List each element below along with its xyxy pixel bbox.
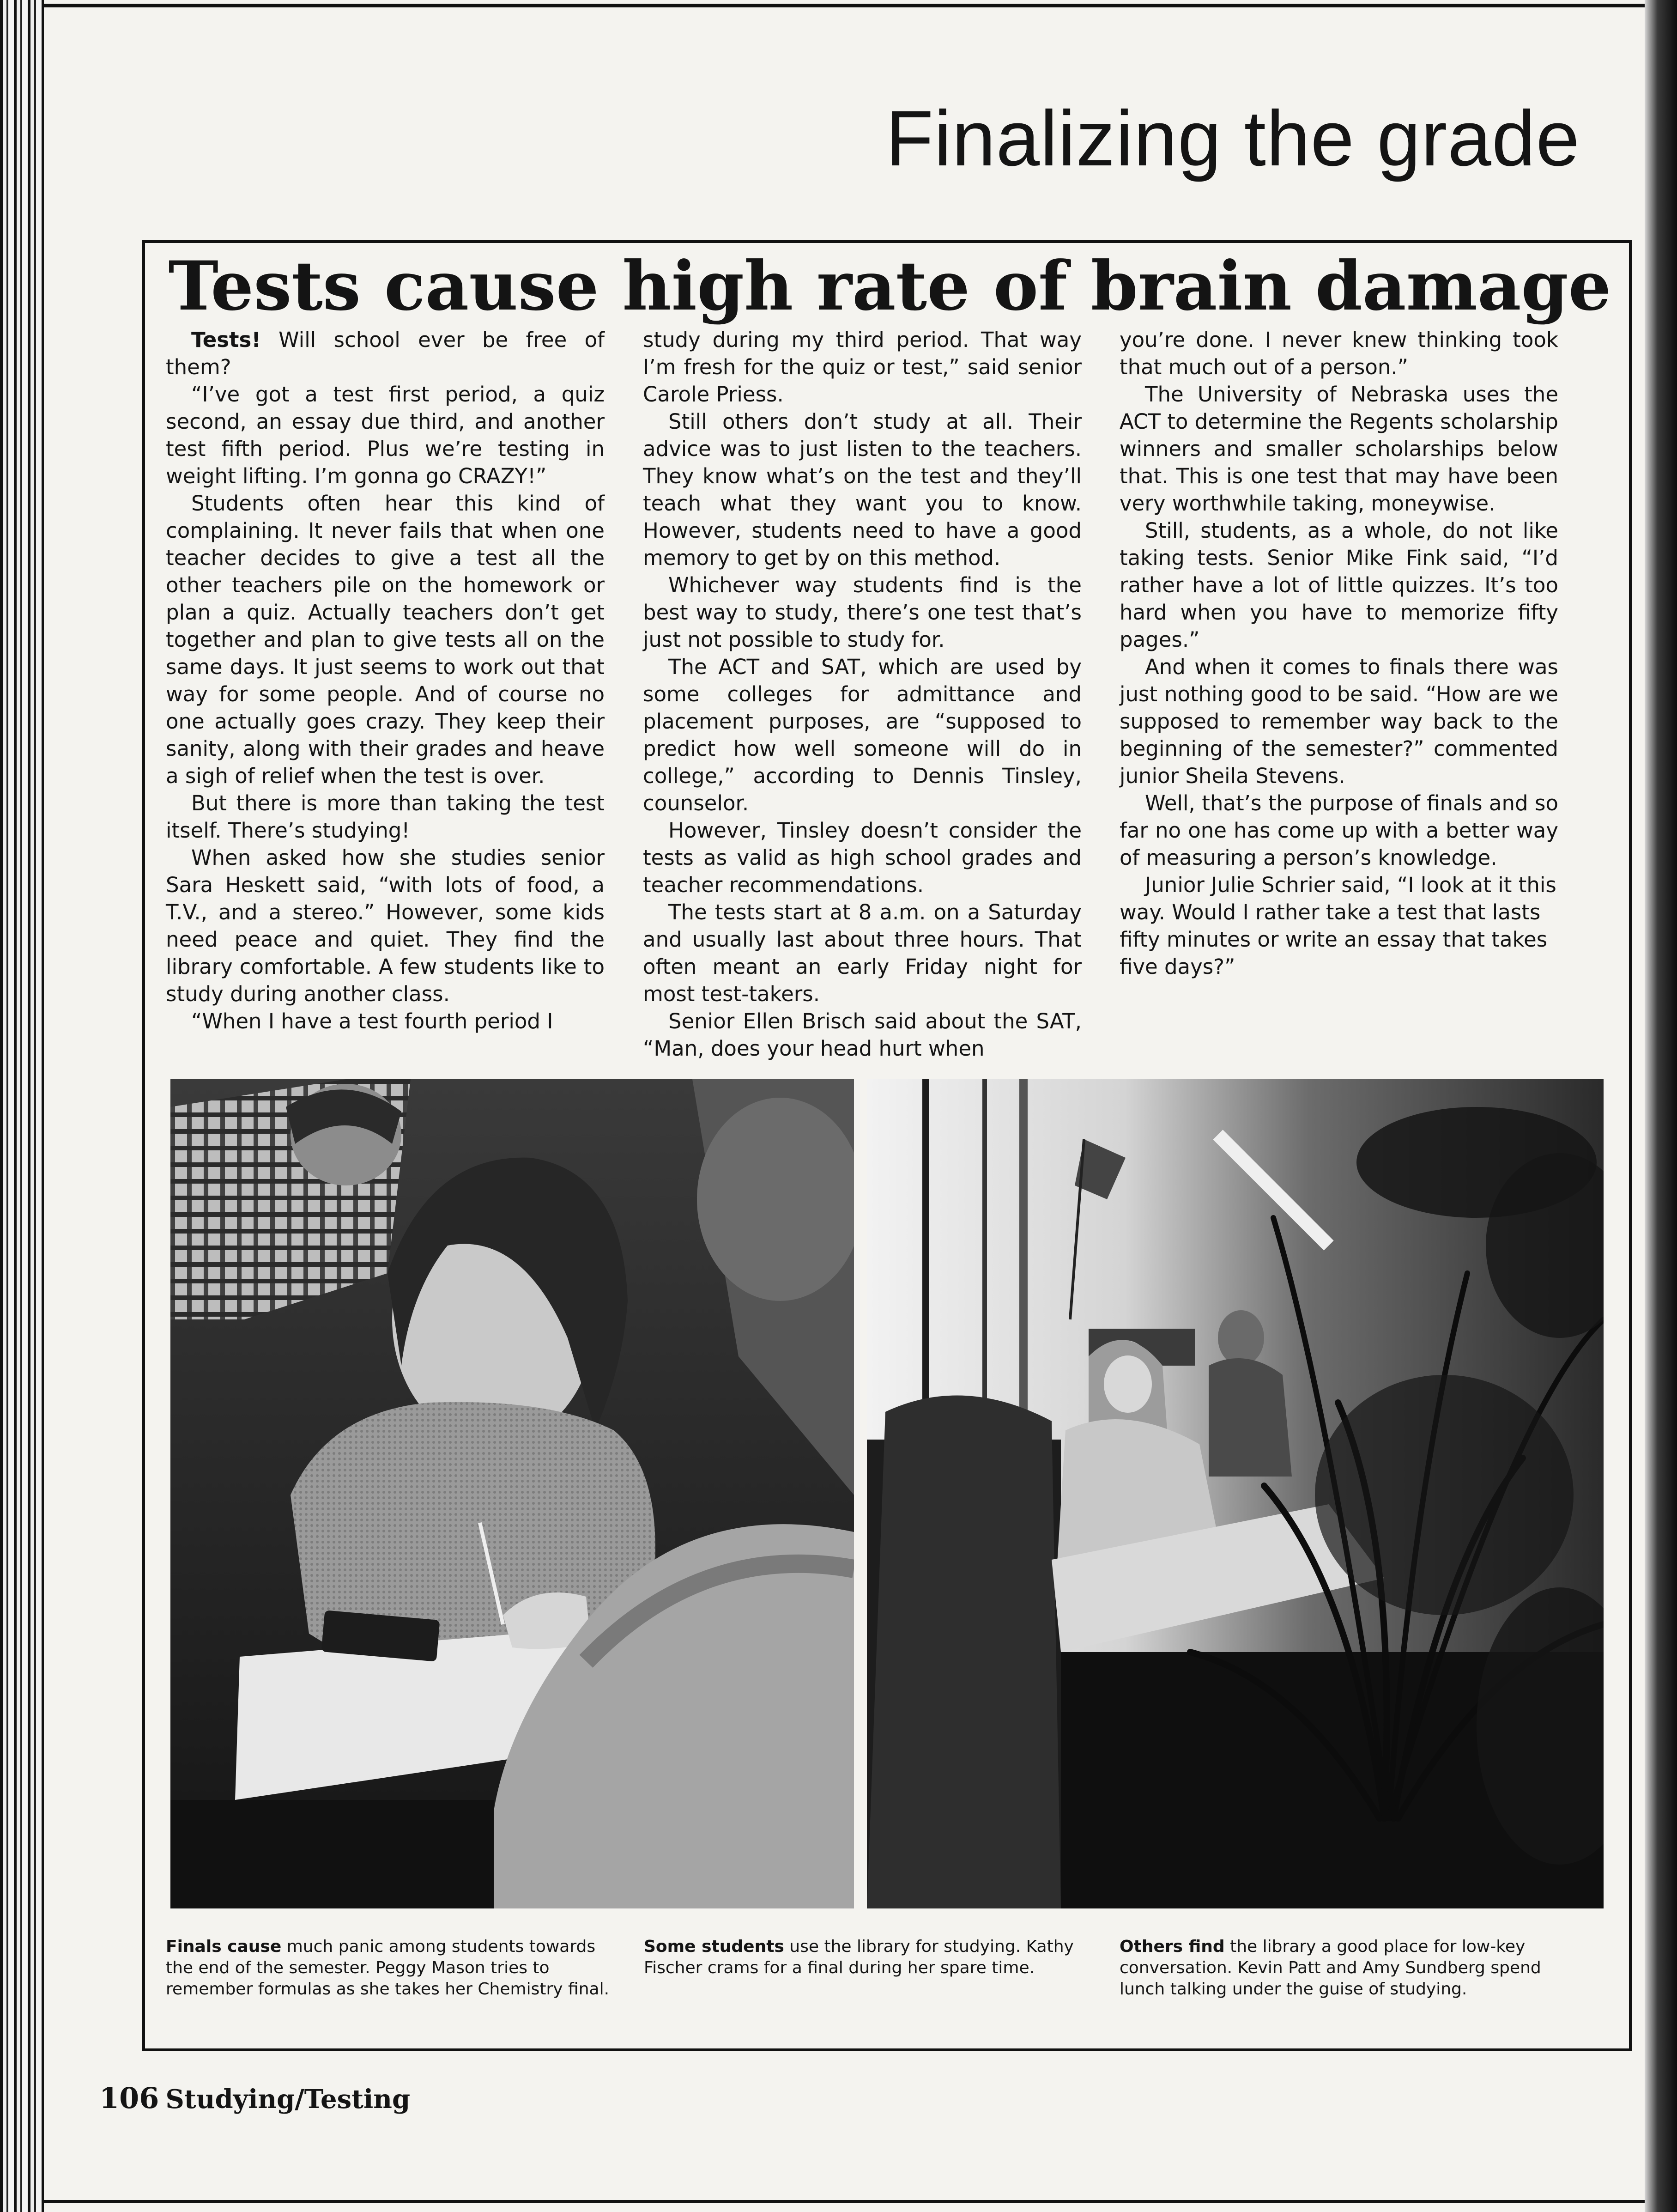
paragraph: But there is more than taking the test itself. There’s studying! bbox=[166, 791, 605, 843]
photo-caption-1 bbox=[166, 1936, 609, 2000]
caption-lead: Some students bbox=[644, 1937, 784, 1956]
paragraph: “I’ve got a test first period, a quiz second, an essay due third, and another test fifth period. Plus we’re testing in weight lifting. I’m gonna go CRAZY!” bbox=[166, 382, 605, 488]
caption-text: use the library for studying. Kathy Fischer crams for a final during her spare time. bbox=[644, 1937, 1074, 1977]
lead-word: Tests! bbox=[191, 328, 261, 352]
paragraph: When asked how she studies senior Sara Heskett said, “with lots of food, a T.V., and a stereo.” However, some kids need peace and quiet. They find the library comfortable. A few students like to study during another class. bbox=[166, 845, 605, 1006]
paragraph: Junior Julie Schrier said, “I look at it this way. Would I rather take a test that lasts fifty minutes or write an essay that takes five days?” bbox=[1120, 873, 1556, 979]
paragraph: Well, that’s the purpose of finals and so far no one has come up with a better way of measuring a person’s knowledge. bbox=[1120, 791, 1558, 870]
paragraph: The tests start at 8 a.m. on a Saturday and usually last about three hours. That often meant an early Friday night for most test-takers. bbox=[643, 900, 1082, 1006]
paragraph: The University of Nebraska uses the ACT to determine the Regents scholarship winners and smaller scholarships below that. This is one test that may have been very worthwhile taking, moneywise. bbox=[1120, 382, 1558, 516]
caption-text: much panic among students towards the end of the semester. Peggy Mason tries to remember formulas as she takes her Chemistry final. bbox=[166, 1937, 610, 1999]
photo-student-taking-test bbox=[170, 1079, 854, 1908]
paragraph: The ACT and SAT, which are used by some colleges for admittance and placement purposes, are “supposed to predict how well someone will do in college,” according to Dennis Tinsley, counselor. bbox=[643, 655, 1082, 815]
paragraph: Still others don’t study at all. Their advice was to just listen to the teachers. They know what’s on the test and they’ll teach what they want you to know. However, students need to have a good memory to get by on this method. bbox=[643, 409, 1082, 570]
photo-library-studying bbox=[867, 1079, 1604, 1908]
paragraph: “When I have a test fourth period I bbox=[191, 1009, 553, 1033]
article-frame bbox=[142, 240, 1632, 2051]
section-title: Finalizing the grade bbox=[885, 95, 1580, 182]
paragraph: Students often hear this kind of complaining. It never fails that when one teacher decides to give a test all the other teachers pile on the homework or plan a quiz. Actually teachers don’t get together and plan to give tests all on the same days. It just seems to work out that way for some people. And of course no one actually goes crazy. They keep their sanity, along with their grades and heave a sigh of relief when the test is over. bbox=[166, 491, 605, 788]
page-number: 106 bbox=[99, 2081, 159, 2115]
paragraph: Will school ever be free of them? bbox=[166, 328, 605, 379]
paragraph: study during my third period. That way I’m fresh for the quiz or test,” said senior Carole Priess. bbox=[643, 328, 1082, 407]
folio-label: Studying/Testing bbox=[165, 2084, 411, 2115]
bottom-rule bbox=[44, 2200, 1645, 2203]
paragraph: Whichever way students find is the best way to study, there’s one test that’s just not possible to study for. bbox=[643, 573, 1082, 652]
caption-lead: Finals cause bbox=[166, 1937, 282, 1956]
top-rule bbox=[44, 4, 1645, 7]
paragraph: Senior Ellen Brisch said about the SAT, “Man, does your head hurt when bbox=[643, 1009, 1082, 1061]
article-column-1 bbox=[166, 326, 605, 1035]
photo-library-studying-image bbox=[867, 1079, 1604, 1908]
paragraph: Still, students, as a whole, do not like taking tests. Senior Mike Fink said, “I’d rather have a lot of little quizzes. It’s too hard when you have to memorize fifty pages.” bbox=[1120, 518, 1558, 652]
paragraph: you’re done. I never knew thinking took that much out of a person.” bbox=[1120, 328, 1558, 379]
photo-caption-3 bbox=[1120, 1936, 1563, 2000]
book-binding-edge bbox=[0, 0, 44, 2212]
photo-student-taking-test-image bbox=[170, 1079, 854, 1908]
article-column-3 bbox=[1120, 326, 1558, 980]
caption-lead: Others find bbox=[1120, 1937, 1225, 1956]
paragraph: And when it comes to finals there was just nothing good to be said. “How are we supposed to remember way back to the beginning of the semester?” commented junior Sheila Stevens. bbox=[1120, 655, 1558, 788]
article-column-2 bbox=[643, 326, 1082, 1062]
photo-caption-2 bbox=[644, 1936, 1087, 1979]
paragraph: However, Tinsley doesn’t consider the tests as valid as high school grades and teacher recommendations. bbox=[643, 818, 1082, 897]
article-headline: Tests cause high rate of brain damage bbox=[168, 247, 1611, 326]
caption-text: the library a good place for low-key conversation. Kevin Patt and Amy Sundberg spend lunch talking under the guise of studying. bbox=[1120, 1937, 1541, 1999]
page-folio bbox=[99, 2081, 410, 2115]
page-right-edge bbox=[1645, 0, 1677, 2212]
